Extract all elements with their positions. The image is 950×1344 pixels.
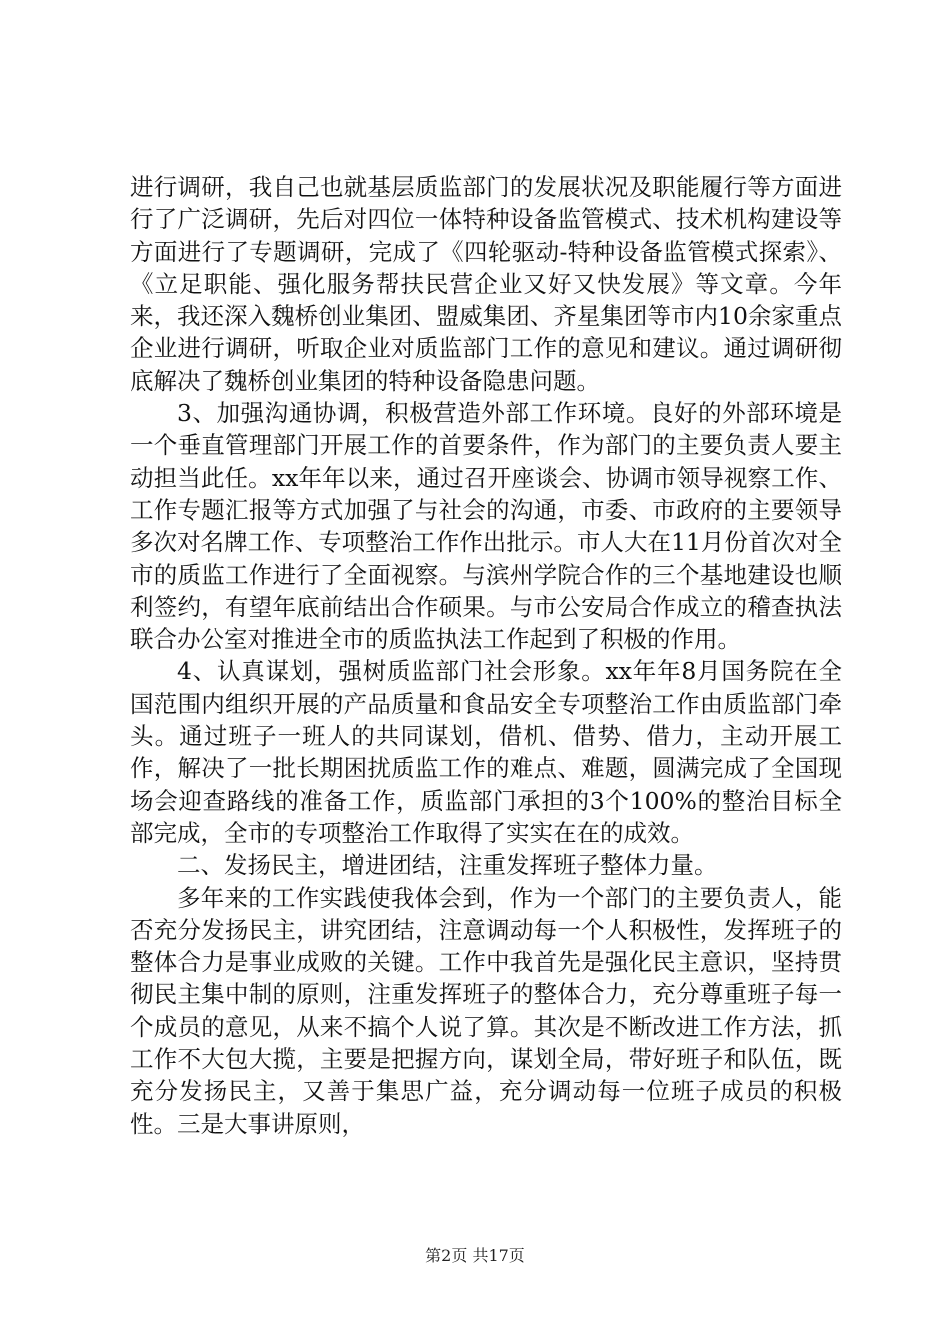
paragraph-4: 多年来的工作实践使我体会到，作为一个部门的主要负责人，能否充分发扬民主，讲究团结，注意调动每一个人积极性，发挥班子的整体合力是事业成败的关键。工作中我首先是强化民主意识，坚持贯彻民主集中制的原则，注重发挥班子的整体合力，充分尊重班子每一个成员的意见，从来不搞个人说了算。其次是不断改进工作方法，抓工作不大包大揽，主要是把握方向，谋划全局，带好班子和队伍，既充分发扬民主，又善于集思广益，充分调动每一位班子成员的积极性。三是大事讲原则， [130, 883, 842, 1138]
section-heading-2: 二、发扬民主，增进团结，注重发挥班子整体力量。 [177, 851, 718, 880]
paragraph-1: 进行调研，我自己也就基层质监部门的发展状况及职能履行等方面进行了广泛调研，先后对四位一体特种设备监管模式、技术机构建设等方面进行了专题调研，完成了《四轮驱动-特种设备监管模式探索》、《立足职能、强化服务帮扶民营企业又好又快发展》等文章。今年来，我还深入魏桥创业集团、盟威集团、齐星集团等市内10余家重点企业进行调研，听取企业对质监部门工作的意见和建议。通过调研彻底解决了魏桥创业集团的特种设备隐患问题。 [130, 173, 842, 395]
page-number-footer: 第2页 共17页 [425, 1246, 525, 1265]
document-body [130, 171, 842, 1140]
paragraph-2: 3、加强沟通协调，积极营造外部工作环境。良好的外部环境是一个垂直管理部门开展工作的首要条件，作为部门的主要负责人要主动担当此任。xx年年以来，通过召开座谈会、协调市领导视察工作、工作专题汇报等方式加强了与社会的沟通，市委、市政府的主要领导多次对名牌工作、专项整治工作作出批示。市人大在11月份首次对全市的质监工作进行了全面视察。与滨州学院合作的三个基地建设也顺利签约，有望年底前结出合作硕果。与市公安局合作成立的稽查执法联合办公室对推进全市的质监执法工作起到了积极的作用。 [130, 399, 842, 654]
paragraph-3: 4、认真谋划，强树质监部门社会形象。xx年年8月国务院在全国范围内组织开展的产品质量和食品安全专项整治工作由质监部门牵头。通过班子一班人的共同谋划，借机、借势、借力，主动开展工作，解决了一批长期困扰质监工作的难点、难题，圆满完成了全国现场会迎查路线的准备工作，质监部门承担的3个100%的整治目标全部完成，全市的专项整治工作取得了实实在在的成效。 [130, 657, 842, 847]
